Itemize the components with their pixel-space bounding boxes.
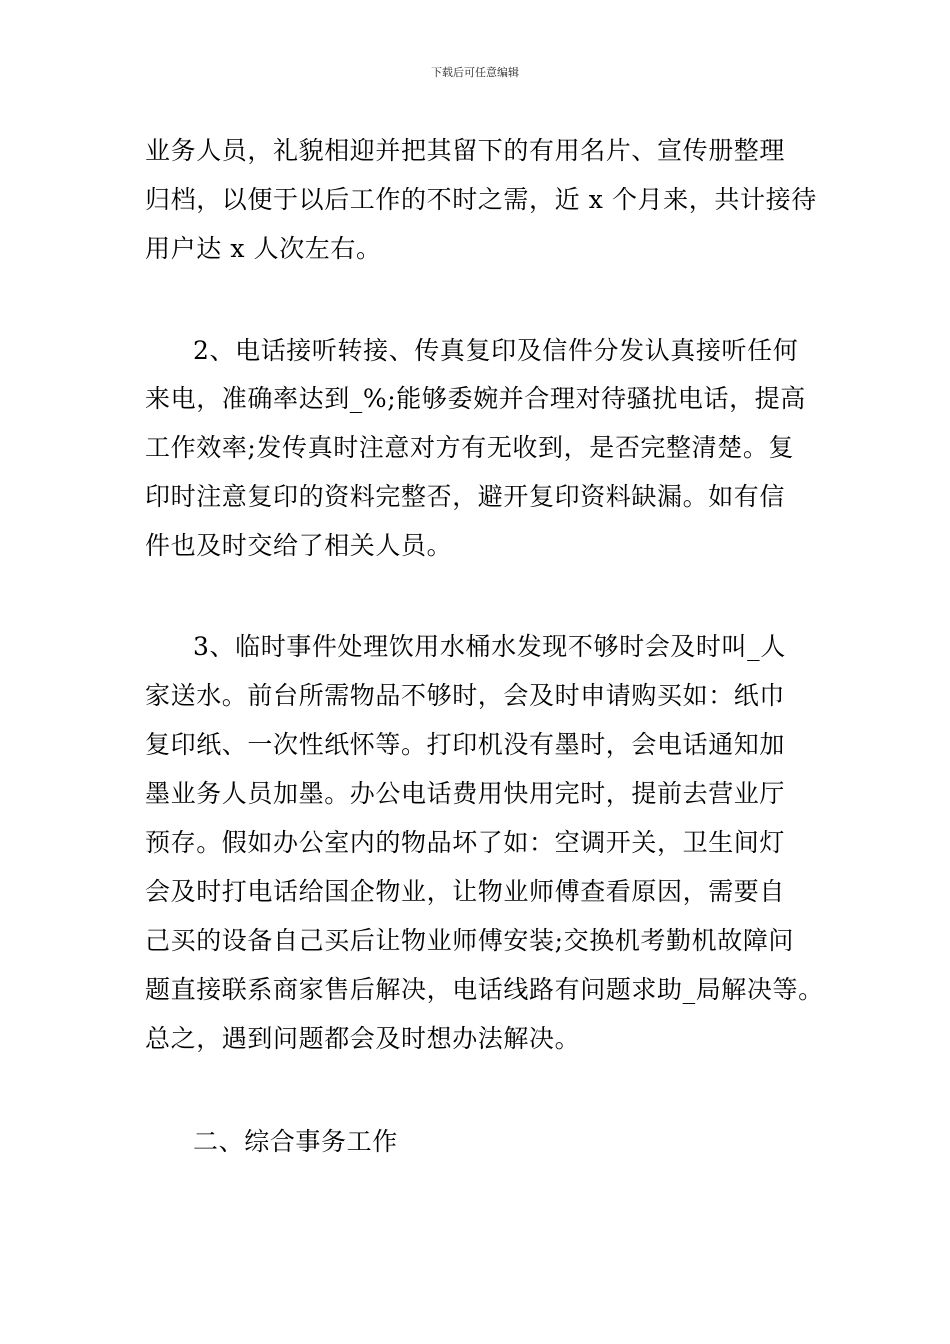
paragraph-3-line-7: 己买的设备自己买后让物业师傅安装;交换机考勤机故障问 [145, 926, 795, 955]
paragraph-1-line-1: 业务人员，礼貌相迎并把其留下的有用名片、宣传册整理 [145, 136, 786, 165]
header-note: 下载后可任意编辑 [431, 66, 519, 79]
paragraph-3-line-5: 预存。假如办公室内的物品坏了如：空调开关，卫生间灯 [145, 828, 786, 857]
paragraph-3-line-8: 题直接联系商家售后解决，电话线路有问题求助_局解决等。 [145, 975, 824, 1004]
paragraph-2-line-3: 工作效率;发传真时注意对方有无收到，是否完整清楚。复 [145, 433, 795, 462]
paragraph-3-line-2: 家送水。前台所需物品不够时，会及时申请购买如：纸巾 [145, 681, 786, 710]
paragraph-3-line-9: 总之，遇到问题都会及时想办法解决。 [145, 1024, 581, 1053]
paragraph-2-line-1: 2、电话接听转接、传真复印及信件分发认真接听任何 [193, 336, 799, 365]
paragraph-1-line-3: 用户达 x 人次左右。 [145, 234, 382, 263]
paragraph-2-line-5: 件也及时交给了相关人员。 [145, 531, 453, 560]
paragraph-1-line-2: 归档，以便于以后工作的不时之需，近 x 个月来，共计接待 [145, 185, 817, 214]
paragraph-3-line-4: 墨业务人员加墨。办公电话费用快用完时，提前去营业厅 [145, 779, 786, 808]
paragraph-3-line-3: 复印纸、一次性纸怀等。打印机没有墨时，会电话通知加 [145, 730, 786, 759]
section-heading: 二、综合事务工作 [193, 1127, 398, 1156]
paragraph-3-line-6: 会及时打电话给国企物业，让物业师傅查看原因，需要自 [145, 877, 786, 906]
paragraph-2-line-4: 印时注意复印的资料完整否，避开复印资料缺漏。如有信 [145, 482, 786, 511]
paragraph-3-line-1: 3、临时事件处理饮用水桶水发现不够时会及时叫_人 [193, 632, 786, 661]
paragraph-2-line-2: 来电，准确率达到_%;能够委婉并合理对待骚扰电话，提高 [145, 384, 806, 413]
